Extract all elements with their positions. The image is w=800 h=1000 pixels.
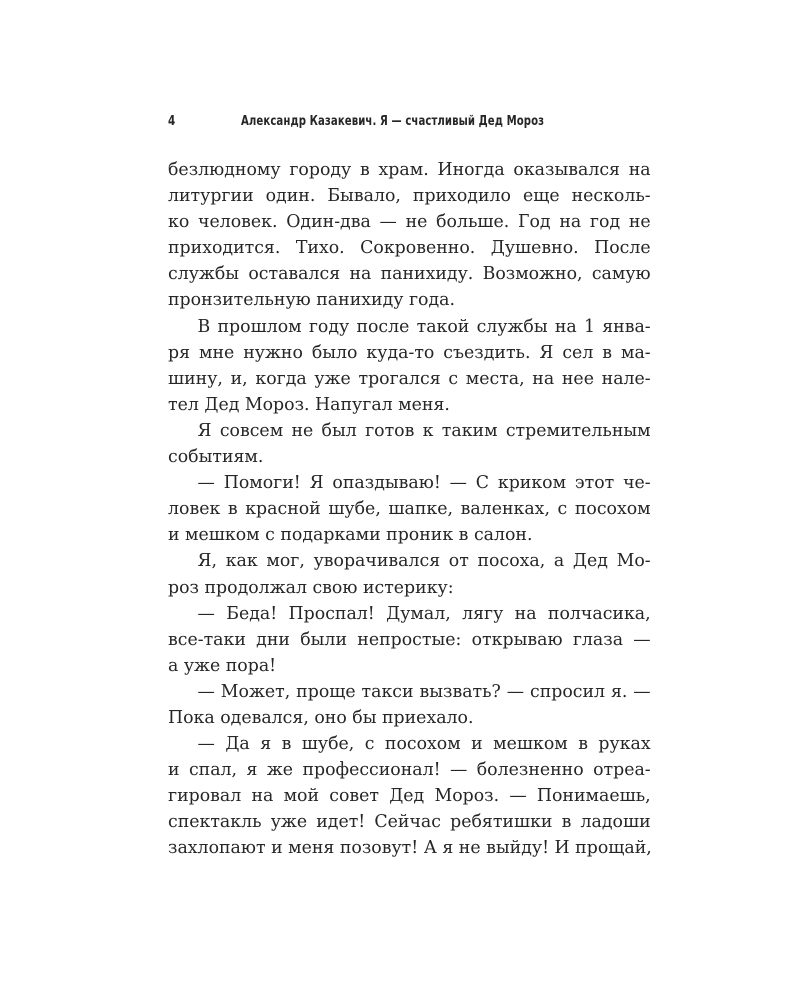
text-line: литургии один. Бывало, приходило еще несколь-: [168, 186, 651, 207]
text-line: безлюдному городу в храм. Иногда оказывался на: [168, 160, 651, 180]
text-line: — Может, проще такси вызвать? — спросил я. —: [197, 681, 651, 702]
text-line: В прошлом году после такой службы на 1 янва-: [197, 316, 651, 337]
text-line: событиям.: [168, 447, 264, 468]
body-text: [168, 157, 658, 862]
text-line: Я, как мог, уворачивался от посоха, а Дед Мо-: [197, 551, 651, 572]
text-line: роз продолжал свою истерику:: [168, 577, 454, 598]
text-line: — Помоги! Я опаздываю! — С криком этот че-: [197, 473, 651, 494]
text-line: и спал, я же профессионал! — болезненно отреа-: [168, 760, 651, 781]
text-line: ко человек. Один-два — не больше. Год на год не: [168, 212, 651, 233]
text-line: Я совсем не был готов к таким стремительным: [197, 420, 651, 441]
text-line: — Да я в шубе, с посохом и мешком в руках: [197, 734, 651, 755]
running-title: Александр Казакевич. Я — счастливый Дед Мороз: [241, 114, 545, 129]
text-line: ловек в красной шубе, шапке, валенках, с посохом: [168, 499, 651, 520]
text-line: Пока одевался, оно бы приехало.: [168, 707, 474, 728]
text-line: гировал на мой совет Дед Мороз. — Понимаешь,: [168, 786, 651, 807]
text-line: все-таки дни были непростые: открываю глаза —: [168, 629, 651, 650]
text-line: службы оставался на панихиду. Возможно, самую: [168, 264, 651, 285]
text-line: захлопают и меня позовут! А я не выйду! И прощай,: [168, 838, 652, 859]
text-line: шину, и, когда уже трогался с места, на нее нале-: [168, 368, 651, 389]
running-header: [168, 114, 658, 134]
page-number: 4: [168, 114, 176, 129]
text-line: и мешком с подарками проник в салон.: [168, 525, 533, 546]
text-line: спектакль уже идет! Сейчас ребятишки в ладоши: [168, 812, 651, 833]
text-line: — Беда! Проспал! Думал, лягу на полчасика,: [197, 603, 651, 624]
text-line: а уже пора!: [168, 655, 277, 676]
text-line: приходится. Тихо. Сокровенно. Душевно. После: [168, 238, 651, 259]
text-line: тел Дед Мороз. Напугал меня.: [168, 394, 450, 415]
text-line: ря мне нужно было куда-то съездить. Я сел в ма-: [168, 342, 651, 363]
text-line: пронзительную панихиду года.: [168, 290, 455, 311]
